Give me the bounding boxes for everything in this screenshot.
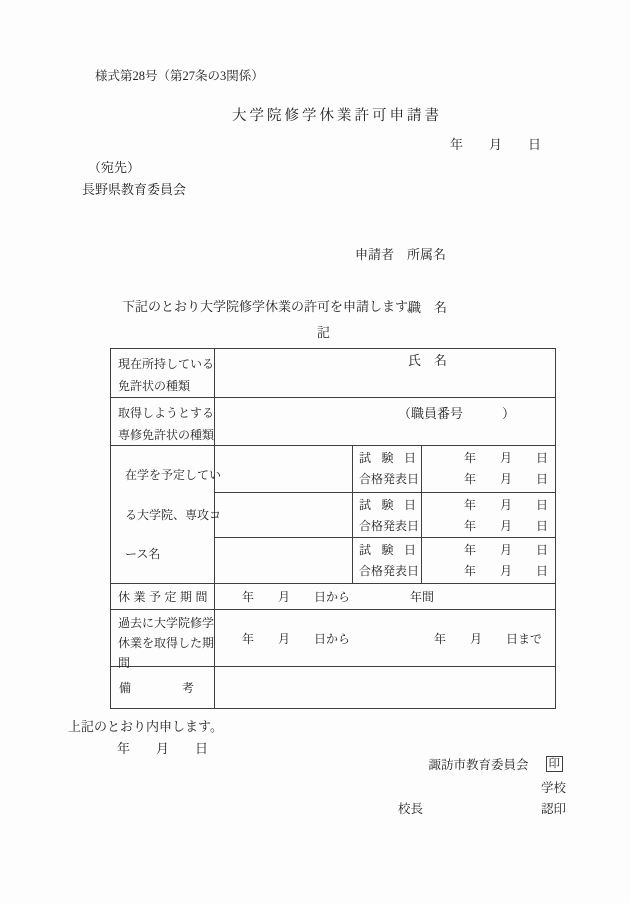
cell-remarks-value: [215, 667, 555, 708]
result-date-value: 年 月 日: [463, 564, 548, 579]
application-date-line: 年 月 日: [449, 137, 541, 152]
subrow-exam-1: [215, 446, 555, 492]
exam-date-label: 試験日: [359, 497, 416, 512]
exam-date-value: 年 月 日: [463, 543, 548, 558]
exam-date-value: 年 月 日: [463, 451, 548, 465]
application-table: [110, 348, 556, 709]
graduate-school-subrows: [215, 446, 555, 583]
principal-label: 校長: [398, 802, 424, 816]
seal-box: 印: [546, 756, 564, 772]
row-target-license: [111, 397, 555, 445]
subrow-exam-2: [215, 492, 555, 538]
label-leave-period: 休業予定期間: [111, 584, 215, 609]
school-label: 学校: [540, 781, 566, 795]
row-remarks: [111, 666, 555, 708]
cell-exam-dates-2: [422, 493, 555, 538]
report-date-line: 年 月 日: [117, 741, 209, 756]
cell-current-license-value: [215, 349, 555, 397]
row-current-license: [111, 349, 555, 397]
exam-date-label: 試験日: [359, 543, 416, 558]
record-marker: 記: [317, 325, 331, 340]
row-graduate-school: [111, 445, 555, 583]
cell-exam-labels-1: [353, 446, 422, 492]
subrow-exam-3: [215, 537, 555, 583]
result-date-value: 年 月 日: [463, 518, 548, 533]
label-remarks: 備 考: [111, 667, 215, 708]
request-sentence: 下記のとおり大学院修学休業の許可を申請します。: [122, 299, 420, 314]
applicant-name-line: 氏 名: [408, 353, 448, 368]
result-date-value: 年 月 日: [463, 472, 548, 486]
report-sentence: 上記のとおり内申します。: [68, 719, 223, 734]
committee-name: 諏訪市教育委員会: [428, 758, 529, 772]
cell-exam-dates-3: [422, 538, 555, 583]
form-number: 様式第28号（第27条の3関係）: [95, 69, 264, 83]
addressee-label: （宛先）: [88, 160, 141, 175]
result-date-label: 合格発表日: [359, 518, 420, 533]
row-past-leave: [111, 609, 555, 670]
exam-date-label: 試験日: [359, 451, 416, 465]
cell-exam-labels-3: [353, 538, 422, 583]
cell-past-leave-value: 年 月 日から 年 月 日まで: [242, 631, 543, 646]
label-current-license: 現在所持している 免許状の種類: [111, 349, 215, 397]
approval-seal-label: 認印: [540, 802, 566, 816]
label-past-leave: 過去に大学院修学 休業を取得した期 間: [111, 610, 215, 666]
applicant-affiliation-line: 申請者 所属名: [355, 247, 447, 262]
row-leave-period: [111, 583, 555, 609]
label-graduate-school: 在学を予定してい る大学院、専攻コ ース名: [111, 446, 215, 583]
cell-university-2: [215, 493, 353, 538]
label-target-license: 取得しようとする 専修免許状の種類: [111, 398, 215, 445]
result-date-label: 合格発表日: [359, 564, 420, 579]
addressee-name: 長野県教育委員会: [82, 182, 187, 197]
exam-date-value: 年 月 日: [463, 497, 548, 512]
cell-target-license-value: [215, 398, 555, 445]
applicant-staff-number-line: （職員番号 ）: [398, 406, 516, 421]
cell-university-1: [215, 446, 353, 492]
result-date-label: 合格発表日: [359, 472, 420, 486]
cell-exam-labels-2: [353, 493, 422, 538]
cell-leave-period-value: 年 月 日から 年間: [242, 590, 435, 604]
cell-university-3: [215, 538, 353, 583]
cell-exam-dates-1: [422, 446, 555, 492]
applicant-position-line: 職 名: [408, 300, 448, 315]
committee-signature-line: [428, 755, 563, 773]
page-title: 大学院修学休業許可申請書: [232, 108, 442, 124]
